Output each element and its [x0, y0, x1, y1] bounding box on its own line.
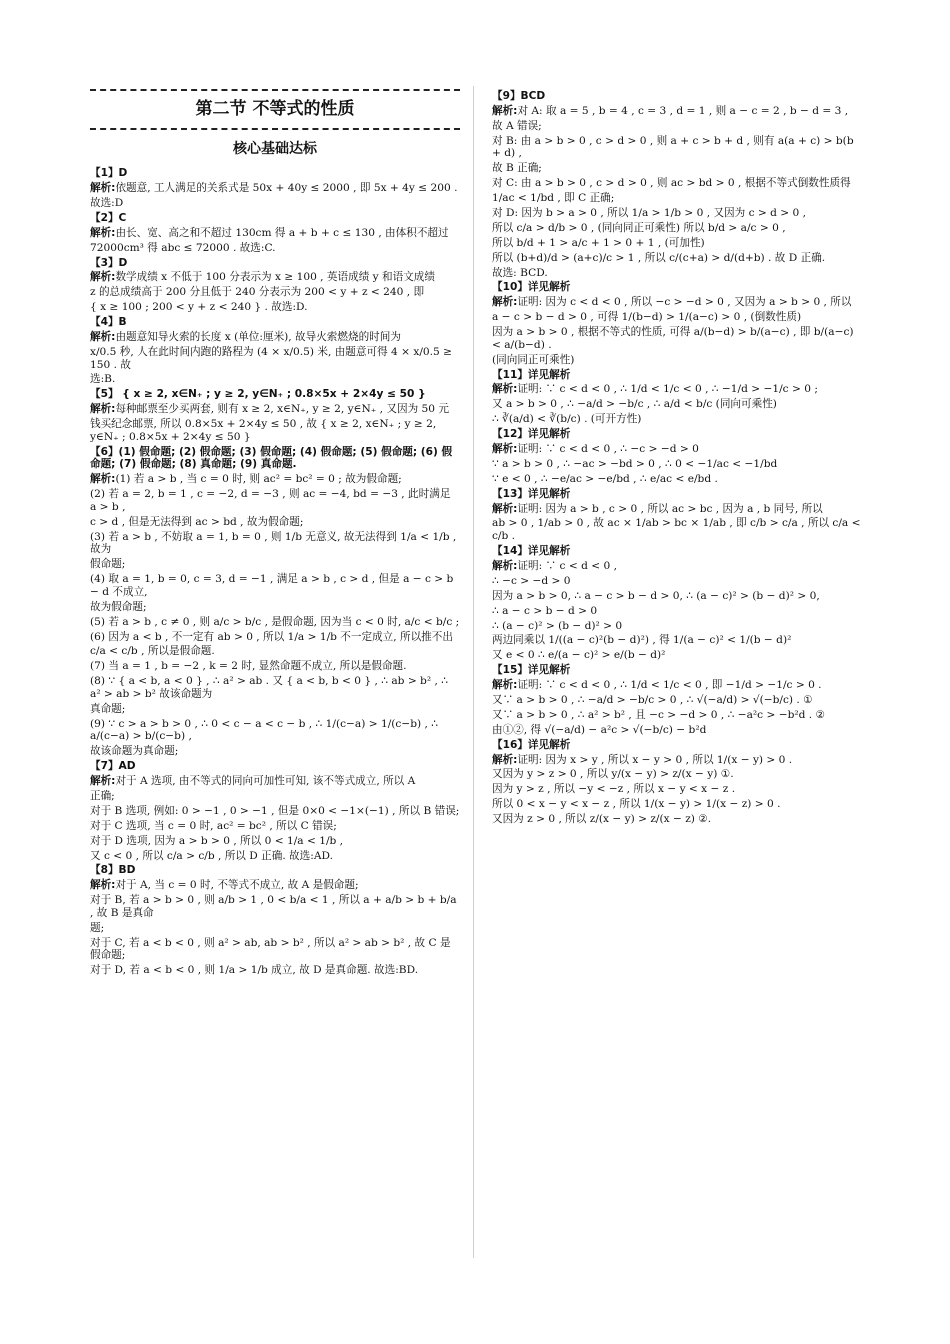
- solution-text: (2) 若 a = 2, b = 1 , c = −2, d = −3 , 则 ac = −4, bd = −3 , 此时满足 a > b ,: [90, 488, 451, 513]
- solution-text: 对 D: 因为 b > a > 0 , 所以 1/a > 1/b > 0 , 又因为 c > d > 0 ,: [492, 206, 807, 219]
- solution-line: [90, 242, 460, 255]
- solution-line: [90, 346, 460, 371]
- solution-line: [492, 207, 862, 220]
- solution-text: { x ≥ 100 ; 200 < y + z < 240 } . 故选:D.: [90, 301, 308, 314]
- solution-line: [492, 798, 862, 811]
- answer-heading: 【15】详见解析: [492, 664, 571, 677]
- bottom-dashed-rule: [90, 128, 460, 130]
- solution-line: [492, 560, 862, 573]
- solution-text: c/a < c/b , 所以是假命题.: [90, 645, 215, 658]
- solution-line: [492, 252, 862, 265]
- solution-line: [492, 326, 862, 351]
- analysis-label: 解析:: [492, 296, 518, 309]
- answer-block: [492, 545, 862, 662]
- solution-text: 证明: ∵ c < d < 0 , ∴ 1/d < 1/c < 0 , ∴ −1/d > −1/c > 0 ;: [517, 383, 818, 396]
- solution-line: [492, 398, 862, 411]
- solution-line: [90, 675, 460, 700]
- solution-line: [90, 271, 460, 284]
- solution-line: [90, 850, 460, 863]
- solution-line: [90, 790, 460, 803]
- analysis-label: 解析:: [90, 226, 116, 239]
- solution-text: 因为 a > b > 0 , 根据不等式的性质, 可得 a/(b−d) > b/(a−c) , 即 b/(a−c) < a/(b−d) .: [492, 326, 854, 351]
- solution-line: [492, 458, 862, 471]
- analysis-label: 解析:: [90, 473, 116, 486]
- solution-line: [492, 105, 862, 118]
- solution-line: [492, 620, 862, 633]
- solution-text: 由①②, 得 √(−a/d) − a²c > √(−b/c) − b²d: [492, 723, 707, 736]
- solution-text: ab > 0 , 1/ab > 0 , 故 ac × 1/ab > bc × 1/ab , 即 c/b > c/a , 所以 c/a < c/b .: [492, 517, 861, 543]
- solution-line: [90, 616, 460, 629]
- solution-line: [90, 745, 460, 758]
- answer-block: [90, 212, 460, 254]
- analysis-label: 解析:: [492, 502, 518, 515]
- solution-line: [90, 718, 460, 743]
- solution-line: [90, 922, 460, 935]
- answer-heading: 【14】详见解析: [492, 545, 571, 558]
- solution-line: [90, 660, 460, 673]
- solution-text: 正确;: [90, 789, 115, 802]
- solution-text: c > d , 但是无法得到 ac > bd , 故为假命题;: [90, 515, 304, 528]
- solution-line: [90, 645, 460, 658]
- solution-text: 故选:D: [90, 196, 124, 209]
- column-divider: [473, 86, 474, 1258]
- solution-text: (3) 若 a > b , 不妨取 a = 1, b = 0 , 则 1/b 无意义, 故无法得到 1/a < 1/b , 故为: [90, 530, 457, 556]
- solution-text: 对于 A, 当 c = 0 时, 不等式不成立, 故 A 是假命题;: [115, 879, 359, 892]
- solution-line: [492, 724, 862, 737]
- solution-line: [90, 403, 460, 416]
- solution-text: ∴ −c > −d > 0: [492, 574, 571, 587]
- solution-text: z 的总成绩高于 200 分且低于 240 分表示为 200 < y + z < 240 , 即: [90, 286, 425, 299]
- answer-block: [492, 369, 862, 426]
- analysis-label: 解析:: [90, 879, 116, 892]
- solution-text: 所以 0 < x − y < x − z , 所以 1/(x − y) > 1/(x − z) > 0 .: [492, 798, 781, 811]
- solution-line: [90, 418, 460, 443]
- answer-heading: 【3】D: [90, 256, 128, 269]
- solution-text: 对 C: 由 a > b > 0 , c > d > 0 , 则 ac > bd > 0 , 根据不等式倒数性质得: [492, 177, 851, 190]
- answer-block: [492, 488, 862, 543]
- solution-text: ∵ e < 0 , ∴ −e/ac > −e/bd , ∴ e/ac < e/bd .: [492, 472, 718, 485]
- solution-line: [492, 267, 862, 280]
- solution-text: 对于 C, 若 a < b < 0 , 则 a² > ab, ab > b² , 所以 a² > ab > b² , 故 C 是假命题;: [90, 936, 451, 962]
- solution-text: 又 a > b > 0 , ∴ −a/d > −b/c , ∴ a/d < b/c (同向可乘性): [492, 398, 777, 411]
- solution-line: [492, 649, 862, 662]
- solution-text: 所以 (b+d)/d > (a+c)/c > 1 , 所以 c/(c+a) > d/(d+b) . 故 D 正确.: [492, 251, 826, 264]
- analysis-label: 解析:: [492, 559, 518, 572]
- solution-text: 题;: [90, 921, 105, 934]
- answer-heading: 【12】详见解析: [492, 428, 571, 441]
- solution-text: (4) 取 a = 1, b = 0, c = 3, d = −1 , 满足 a > b , c > d , 但是 a − c > b − d 不成立,: [90, 573, 454, 598]
- analysis-label: 解析:: [90, 775, 116, 788]
- solution-text: 假命题;: [90, 558, 126, 571]
- solution-text: ∴ a − c > b − d > 0: [492, 604, 598, 617]
- solution-text: 所以 c/a > d/b > 0 , (同向同正可乘性) 所以 b/d > a/c > 0 ,: [492, 221, 786, 234]
- solution-text: 两边同乘以 1/((a − c)²(b − d)²) , 得 1/(a − c)² < 1/(b − d)²: [492, 634, 792, 647]
- answer-heading: 【1】D: [90, 167, 128, 180]
- answer-heading: 【11】详见解析: [492, 368, 571, 381]
- solution-text: 又∵ a > b > 0 , ∴ a² > b² , 且 −c > −d > 0 , ∴ −a²c > −b²d . ②: [492, 708, 825, 721]
- solution-line: [492, 783, 862, 796]
- solution-text: x/0.5 秒, 人在此时间内跑的路程为 (4 × x/0.5) 米, 由题意可得 4 × x/0.5 ≥ 150 . 故: [90, 345, 453, 371]
- solution-text: 证明: ∵ c < d < 0 , ∴ −c > −d > 0: [517, 443, 699, 455]
- solution-line: [492, 354, 862, 367]
- analysis-label: 解析:: [90, 330, 116, 343]
- solution-line: [492, 590, 862, 603]
- solution-line: [492, 473, 862, 486]
- solution-text: 对于 D, 若 a < b < 0 , 则 1/a > 1/b 成立, 故 D 是真命题. 故选:BD.: [90, 964, 419, 977]
- solution-line: [90, 937, 460, 962]
- answer-block: [492, 428, 862, 485]
- solution-text: 故选: BCD.: [492, 266, 548, 279]
- solution-line: [90, 894, 460, 919]
- solution-line: [492, 768, 862, 781]
- solution-line: [492, 222, 862, 235]
- solution-line: [492, 443, 862, 456]
- solution-text: 故为假命题;: [90, 600, 147, 613]
- solution-text: (9) ∵ c > a > b > 0 , ∴ 0 < c − a < c − b , ∴ 1/(c−a) > 1/(c−b) , ∴ a/(c−a) > b/(c−b) ,: [90, 717, 438, 743]
- solution-text: ∴ (a − c)² > (b − d)² > 0: [492, 619, 623, 632]
- answer-block: [492, 739, 862, 826]
- solution-text: 故 B 正确;: [492, 162, 542, 175]
- solution-text: 1/ac < 1/bd , 即 C 正确;: [492, 192, 615, 205]
- solution-line: [90, 703, 460, 716]
- solution-line: [492, 120, 862, 133]
- answer-heading: 【2】C: [90, 211, 127, 224]
- solution-line: [90, 558, 460, 571]
- solution-text: 故该命题为真命题;: [90, 745, 179, 758]
- section-title: 第二节 不等式的性质: [195, 99, 355, 119]
- analysis-label: 解析:: [492, 383, 518, 396]
- answer-heading: 【9】BCD: [492, 90, 546, 102]
- solution-line: [492, 162, 862, 175]
- solution-line: [492, 296, 862, 309]
- solution-text: 故 A 错误;: [492, 119, 542, 132]
- solution-line: [492, 517, 862, 542]
- solution-text: (8) ∵ { a < b, a < 0 } , ∴ a² > ab . 又 { a < b, b < 0 } , ∴ ab > b² , ∴ a² > ab > b² 故该命题为: [90, 675, 448, 700]
- solution-text: 又∵ a > b > 0 , ∴ −a/d > −b/c > 0 , ∴ √(−a/d) > √(−b/c) . ①: [492, 693, 813, 706]
- solution-text: 因为 y > z , 所以 −y < −z , 所以 x − y < x − z .: [492, 783, 736, 796]
- solution-line: [90, 835, 460, 848]
- solution-text: a − c > b − d > 0 , 可得 1/(b−d) > 1/(a−c) > 0 , (倒数性质): [492, 311, 802, 324]
- solution-line: [492, 754, 862, 767]
- solution-text: 又因为 z > 0 , 所以 z/(x − y) > z/(x − z) ②.: [492, 813, 712, 826]
- answer-heading: 【5】 { x ≥ 2, x∈N₊ ; y ≥ 2, y∈N₊ ; 0.8×5x + 2×4y ≤ 50 }: [90, 388, 426, 401]
- solution-text: 对于 B, 若 a > b > 0 , 则 a/b > 1 , 0 < b/a < 1 , 所以 a + a/b > b + b/a , 故 B 是真命: [90, 894, 457, 919]
- solution-line: [492, 192, 862, 205]
- answer-block: [90, 167, 460, 209]
- solution-text: 证明: 因为 x > y , 所以 x − y > 0 , 所以 1/(x − y) > 0 .: [517, 753, 793, 766]
- solution-text: (1) 若 a > b , 当 c = 0 时, 则 ac² = bc² = 0 ; 故为假命题;: [115, 473, 402, 486]
- answer-heading: 【13】详见解析: [492, 487, 571, 500]
- solution-text: 证明: 因为 a > b , c > 0 , 所以 ac > bc , 因为 a , b 同号, 所以: [517, 502, 823, 515]
- answer-heading: 【6】(1) 假命题; (2) 假命题; (3) 假命题; (4) 假命题; (5) 假命题; (6) 假命题; (7) 假命题; (8) 真命题; (9) 真命题.: [90, 445, 453, 471]
- solution-line: [492, 135, 862, 160]
- solution-text: 所以 b/d + 1 > a/c + 1 > 0 + 1 , (可加性): [492, 236, 705, 249]
- solution-line: [492, 311, 862, 324]
- solution-text: 选:B.: [90, 373, 116, 386]
- solution-text: 72000cm³ 得 abc ≤ 72000 . 故选:C.: [90, 241, 276, 254]
- solution-line: [492, 503, 862, 516]
- solution-text: (同向同正可乘性): [492, 353, 575, 366]
- solution-text: 依题意, 工人满足的关系式是 50x + 40y ≤ 2000 , 即 5x + 4y ≤ 200 .: [115, 182, 458, 195]
- analysis-label: 解析:: [90, 403, 116, 416]
- solution-line: [90, 286, 460, 299]
- answer-block: [90, 257, 460, 314]
- solution-text: 由题意知导火索的长度 x (单位:厘米), 故导火索燃烧的时间为: [115, 330, 401, 343]
- solution-line: [90, 182, 460, 195]
- solution-text: 证明: ∵ c < d < 0 ,: [517, 559, 617, 572]
- solution-text: 证明: ∵ c < d < 0 , ∴ 1/d < 1/c < 0 , 即 −1/d > −1/c > 0 .: [517, 679, 822, 692]
- answer-block: [90, 388, 460, 443]
- solution-text: 因为 a > b > 0, ∴ a − c > b − d > 0, ∴ (a − c)² > (b − d)² > 0,: [492, 589, 820, 602]
- solution-text: 证明: 因为 c < d < 0 , 所以 −c > −d > 0 , 又因为 a > b > 0 , 所以: [517, 296, 852, 309]
- solution-line: [90, 301, 460, 314]
- solution-line: [90, 373, 460, 386]
- analysis-label: 解析:: [492, 443, 518, 455]
- solution-text: 又 c < 0 , 所以 c/a > c/b , 所以 D 正确. 故选:AD.: [90, 849, 333, 862]
- solution-text: 又因为 y > z > 0 , 所以 y/(x − y) > z/(x − y) ①.: [492, 768, 734, 781]
- solution-text: 每种邮票至少买两套, 则有 x ≥ 2, x∈N₊, y ≥ 2, y∈N₊ , 又因为 50 元: [115, 403, 449, 416]
- answer-block: [90, 760, 460, 862]
- answer-block: [492, 281, 862, 366]
- solution-line: [492, 694, 862, 707]
- solution-text: 又 e < 0 ∴ e/(a − c)² > e/(b − d)²: [492, 649, 666, 662]
- solution-line: [90, 227, 460, 240]
- solution-line: [90, 805, 460, 818]
- solution-line: [492, 575, 862, 588]
- analysis-label: 解析:: [492, 679, 518, 692]
- solution-text: 对于 D 选项, 因为 a > b > 0 , 所以 0 < 1/a < 1/b ,: [90, 834, 344, 847]
- solution-line: [492, 383, 862, 396]
- solution-line: [90, 573, 460, 598]
- analysis-label: 解析:: [492, 753, 518, 766]
- solution-text: 对 B: 由 a > b > 0 , c > d > 0 , 则 a + c > b + d , 则有 a(a + c) > b(b + d) ,: [492, 134, 854, 160]
- solution-line: [90, 820, 460, 833]
- top-dashed-rule: [90, 89, 460, 91]
- answer-block: [492, 90, 862, 279]
- left-answers: [90, 167, 460, 977]
- answer-heading: 【4】B: [90, 316, 127, 329]
- solution-text: 钱买纪念邮票, 所以 0.8×5x + 2×4y ≤ 50 , 故 { x ≥ 2, x∈N₊ ; y ≥ 2, y∈N₊ ; 0.8×5x + 2×4y ≤ 50 }: [90, 418, 437, 443]
- solution-line: [90, 631, 460, 644]
- solution-line: [90, 775, 460, 788]
- right-answers: [492, 90, 862, 826]
- solution-line: [492, 634, 862, 647]
- solution-text: ∵ a > b > 0 , ∴ −ac > −bd > 0 , ∴ 0 < −1/ac < −1/bd: [492, 457, 778, 470]
- solution-line: [492, 237, 862, 250]
- solution-line: [492, 605, 862, 618]
- right-column: [492, 90, 862, 828]
- solution-text: 对 A: 取 a = 5 , b = 4 , c = 3 , d = 1 , 则 a − c = 2 , b − d = 3 ,: [517, 104, 849, 117]
- answer-block: [492, 664, 862, 736]
- solution-line: [90, 197, 460, 210]
- solution-text: 由长、宽、高之和不超过 130cm 得 a + b + c ≤ 130 , 由体积不超过: [115, 226, 449, 239]
- solution-line: [90, 879, 460, 892]
- solution-line: [90, 601, 460, 614]
- analysis-label: 解析:: [90, 271, 116, 284]
- solution-text: ∴ ∛(a/d) < ∛(b/c) . (可开方性): [492, 413, 642, 426]
- solution-line: [90, 488, 460, 513]
- subsection-title: 核心基础达标: [233, 141, 317, 158]
- analysis-label: 解析:: [90, 182, 116, 195]
- left-column: [90, 86, 460, 979]
- solution-text: (7) 当 a = 1 , b = −2 , k = 2 时, 显然命题不成立, 所以是假命题.: [90, 660, 407, 673]
- solution-text: 数学成绩 x 不低于 100 分表示为 x ≥ 100 , 英语成绩 y 和语文成绩: [115, 271, 435, 284]
- solution-text: (5) 若 a > b , c ≠ 0 , 则 a/c > b/c , 是假命题, 因为当 c < 0 时, a/c < b/c ;: [90, 615, 460, 628]
- solution-line: [90, 331, 460, 344]
- solution-line: [492, 709, 862, 722]
- solution-text: (6) 因为 a < b , 不一定有 ab > 0 , 所以 1/a > 1/b 不一定成立, 所以推不出: [90, 630, 453, 643]
- solution-text: 对于 A 选项, 由不等式的同向可加性可知, 该不等式成立, 所以 A: [115, 775, 416, 788]
- answer-block: [90, 446, 460, 758]
- solution-line: [90, 473, 460, 486]
- solution-line: [90, 964, 460, 977]
- answer-heading: 【8】BD: [90, 864, 136, 877]
- solution-line: [492, 413, 862, 426]
- solution-line: [492, 679, 862, 692]
- solution-line: [492, 177, 862, 190]
- solution-line: [90, 516, 460, 529]
- solution-text: 真命题;: [90, 702, 126, 715]
- answer-block: [90, 316, 460, 386]
- solution-line: [492, 813, 862, 826]
- solution-line: [90, 531, 460, 556]
- answer-block: [90, 864, 460, 977]
- solution-text: 对于 C 选项, 当 c = 0 时, ac² = bc² , 所以 C 错误;: [90, 819, 337, 832]
- answer-heading: 【7】AD: [90, 760, 136, 773]
- answer-heading: 【10】详见解析: [492, 281, 571, 294]
- solution-text: 对于 B 选项, 例如: 0 > −1 , 0 > −1 , 但是 0×0 < −1×(−1) , 所以 B 错误;: [90, 804, 460, 817]
- answer-heading: 【16】详见解析: [492, 738, 571, 751]
- analysis-label: 解析:: [492, 104, 518, 117]
